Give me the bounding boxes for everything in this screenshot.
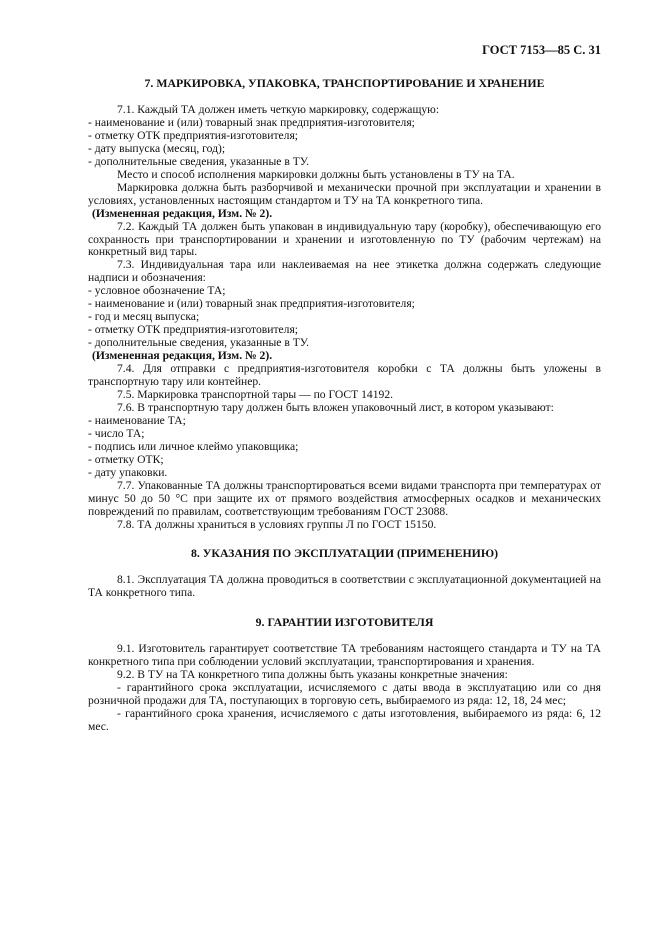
list-item: - число ТА; (88, 426, 145, 440)
list-item: - дополнительные сведения, указанные в ТУ. (88, 336, 309, 350)
list-item: - год и месяц выпуска; (88, 310, 200, 324)
section-9 (88, 615, 601, 734)
section-7 (88, 76, 601, 546)
section-title: 9. ГАРАНТИИ ИЗГОТОВИТЕЛЯ (255, 615, 434, 630)
amendment-note: (Измененная редакция, Изм. № 2). (92, 206, 273, 220)
paragraph: 7.3. Индивидуальная тара или наклеиваемая на нее этикетка должна содержать следующие надписи и обозначения: (88, 258, 601, 285)
paragraph: Маркировка должна быть разборчивой и механически прочной при эксплуатации и хранении в условиях, установленных настоящим стандартом и ТУ на ТА конкретного типа. (88, 180, 601, 207)
page-header: ГОСТ 7153—85 С. 31 (482, 43, 601, 57)
section-title: 7. МАРКИРОВКА, УПАКОВКА, ТРАНСПОРТИРОВАНИЕ И ХРАНЕНИЕ (144, 76, 545, 90)
paragraph: 9.1. Изготовитель гарантирует соответствие ТА требованиям настоящего стандарта и ТУ на ТА конкретного типа при соблюдении условий эксплуатации, транспортирования и хранения. (88, 642, 601, 669)
section-title: 8. УКАЗАНИЯ ПО ЭКСПЛУАТАЦИИ (ПРИМЕНЕНИЮ) (190, 546, 499, 561)
paragraph: 7.7. Упакованные ТА должны транспортироваться всеми видами транспорта при температурах от минус 50 до 50 °С при защите их от прямого воздействия атмосферных осадков и механических повреждений по правилам, соответствующим требованиям ГОСТ 23088. (88, 478, 601, 518)
list-item: - отметку ОТК предприятия-изготовителя; (88, 323, 299, 337)
list-item: - подпись или личное клеймо упаковщика; (88, 439, 299, 453)
amendment-note: (Измененная редакция, Изм. № 2). (92, 349, 273, 363)
list-item: - наименование ТА; (88, 413, 186, 427)
list-item: - наименование и (или) товарный знак предприятия-изготовителя; (88, 297, 415, 311)
paragraph: 7.8. ТА должны храниться в условиях группы Л по ГОСТ 15150. (117, 517, 437, 531)
document-body (88, 76, 601, 734)
paragraph: 7.4. Для отправки с предприятия-изготовителя коробки с ТА должны быть уложены в транспортную тару или контейнер. (88, 362, 601, 389)
list-item: - дату выпуска (месяц, год); (88, 141, 226, 155)
paragraph: 7.2. Каждый ТА должен быть упакован в индивидуальную тару (коробку), обеспечивающую его сохранность при транспортировании и хранении и изготовленную по ТУ (рабочим чертежам) на конкретный вид тары. (88, 219, 601, 259)
list-item: - отметку ОТК предприятия-изготовителя; (88, 128, 299, 142)
list-item: - условное обозначение ТА; (88, 284, 226, 298)
list-item: - отметку ОТК; (88, 452, 164, 466)
paragraph: 7.5. Маркировка транспортной тары — по ГОСТ 14192. (117, 387, 394, 401)
section-8 (88, 546, 601, 615)
paragraph: 7.6. В транспортную тару должен быть вложен упаковочный лист, в котором указывают: (117, 400, 554, 414)
list-item: - наименование и (или) товарный знак предприятия-изготовителя; (88, 115, 415, 129)
paragraph: 9.2. В ТУ на ТА конкретного типа должны быть указаны конкретные значения: (117, 668, 508, 682)
paragraph: - гарантийного срока хранения, исчисляемого с даты изготовления, выбираемого из ряда: 6, 12 мес. (88, 707, 601, 734)
paragraph: Место и способ исполнения маркировки должны быть установлены в ТУ на ТА. (117, 167, 515, 181)
paragraph: 8.1. Эксплуатация ТА должна проводиться в соответствии с эксплуатационной документацией на ТА конкретного типа. (88, 573, 601, 600)
list-item: - дополнительные сведения, указанные в ТУ. (88, 154, 309, 168)
list-item: - дату упаковки. (88, 465, 168, 479)
paragraph: - гарантийного срока эксплуатации, исчисляемого с даты ввода в эксплуатацию или со дня розничной продажи для ТА, поступающих в торговую сеть, выбираемого из ряда: 12, 18, 24 мес; (88, 681, 601, 708)
paragraph: 7.1. Каждый ТА должен иметь четкую маркировку, содержащую: (117, 103, 440, 116)
